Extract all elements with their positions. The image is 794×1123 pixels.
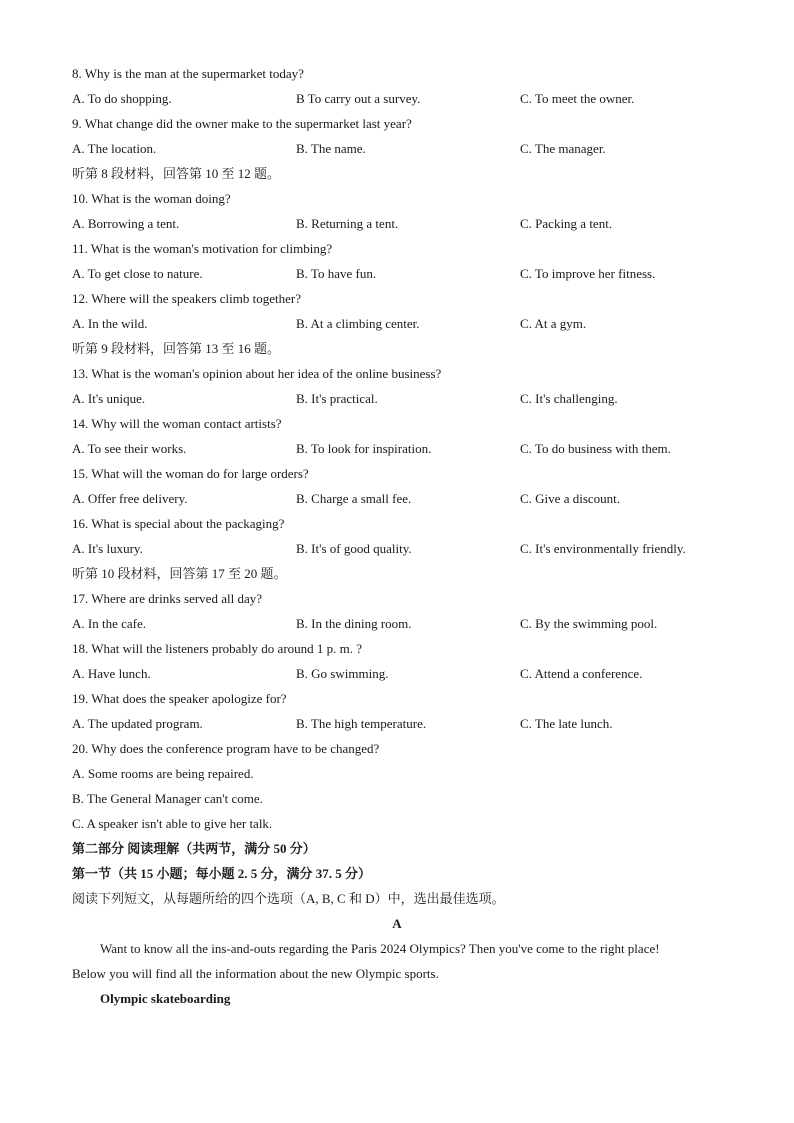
option-b: B. The high temperature. <box>296 716 427 731</box>
option-b: B. To have fun. <box>296 266 377 281</box>
section-heading: 听第 9 段材料，回答第 13 至 16 题。 <box>72 341 281 356</box>
option-c: C. To meet the owner. <box>520 91 635 106</box>
option-b: B. Charge a small fee. <box>296 491 412 506</box>
instructions: 阅读下列短文，从每题所给的四个选项（A, B, C 和 D）中，选出最佳选项。 <box>72 891 505 906</box>
question-stem: 18. What will the listeners probably do around 1 p. m. ? <box>72 641 363 656</box>
option-b: B. At a climbing center. <box>296 316 420 331</box>
option-a: A. To get close to nature. <box>72 266 203 281</box>
option-b: B. Returning a tent. <box>296 216 399 231</box>
option-c: C. The late lunch. <box>520 716 613 731</box>
option-a: A. The location. <box>72 141 157 156</box>
option-a: A. The updated program. <box>72 716 203 731</box>
option-b: B To carry out a survey. <box>296 91 421 106</box>
option-c: C. Give a discount. <box>520 491 621 506</box>
question-stem: 9. What change did the owner make to the supermarket last year? <box>72 116 412 131</box>
question-stem: 14. Why will the woman contact artists? <box>72 416 282 431</box>
question-stem: 13. What is the woman's opinion about her idea of the online business? <box>72 366 442 381</box>
question-stem: 19. What does the speaker apologize for? <box>72 691 287 706</box>
option-c: C. It's challenging. <box>520 391 618 406</box>
option-a: A. It's luxury. <box>72 541 143 556</box>
option-c: C. It's environmentally friendly. <box>520 541 686 556</box>
passage-subheading: Olympic skateboarding <box>100 991 231 1006</box>
question-stem: 12. Where will the speakers climb together? <box>72 291 301 306</box>
option-c: C. To improve her fitness. <box>520 266 656 281</box>
passage-letter: A <box>392 916 402 931</box>
option-b: B. To look for inspiration. <box>296 441 432 456</box>
option-a: A. Have lunch. <box>72 666 151 681</box>
option-a: A. To do shopping. <box>72 91 172 106</box>
option-a: A. To see their works. <box>72 441 187 456</box>
option-b: B. The General Manager can't come. <box>72 791 263 806</box>
question-stem: 10. What is the woman doing? <box>72 191 231 206</box>
option-a: A. Offer free delivery. <box>72 491 188 506</box>
question-stem: 17. Where are drinks served all day? <box>72 591 262 606</box>
question-stem: 15. What will the woman do for large orders? <box>72 466 309 481</box>
question-stem: 20. Why does the conference program have to be changed? <box>72 741 380 756</box>
option-b: B. In the dining room. <box>296 616 412 631</box>
option-c: C. At a gym. <box>520 316 587 331</box>
option-a: A. In the wild. <box>72 316 148 331</box>
section-heading: 第一节（共 15 小题；每小题 2. 5 分，满分 37. 5 分） <box>72 866 372 881</box>
option-c: C. Attend a conference. <box>520 666 643 681</box>
option-b: B. The name. <box>296 141 366 156</box>
option-a: A. It's unique. <box>72 391 146 406</box>
section-heading: 听第 8 段材料，回答第 10 至 12 题。 <box>72 166 281 181</box>
question-stem: 11. What is the woman's motivation for climbing? <box>72 241 333 256</box>
option-a: A. In the cafe. <box>72 616 146 631</box>
option-b: B. It's of good quality. <box>296 541 412 556</box>
option-a: A. Borrowing a tent. <box>72 216 180 231</box>
passage-text: Below you will find all the information about the new Olympic sports. <box>72 966 439 981</box>
option-c: C. To do business with them. <box>520 441 671 456</box>
part-heading: 第二部分 阅读理解（共两节，满分 50 分） <box>72 841 316 856</box>
section-heading: 听第 10 段材料，回答第 17 至 20 题。 <box>72 566 287 581</box>
option-c: C. Packing a tent. <box>520 216 613 231</box>
option-c: C. A speaker isn't able to give her talk. <box>72 816 273 831</box>
option-c: C. The manager. <box>520 141 606 156</box>
passage-text: Want to know all the ins-and-outs regarding the Paris 2024 Olympics? Then you've come to the right place! <box>100 941 660 956</box>
option-a: A. Some rooms are being repaired. <box>72 766 254 781</box>
option-b: B. It's practical. <box>296 391 378 406</box>
option-c: C. By the swimming pool. <box>520 616 658 631</box>
option-b: B. Go swimming. <box>296 666 389 681</box>
question-stem: 8. Why is the man at the supermarket today? <box>72 66 304 81</box>
question-stem: 16. What is special about the packaging? <box>72 516 285 531</box>
